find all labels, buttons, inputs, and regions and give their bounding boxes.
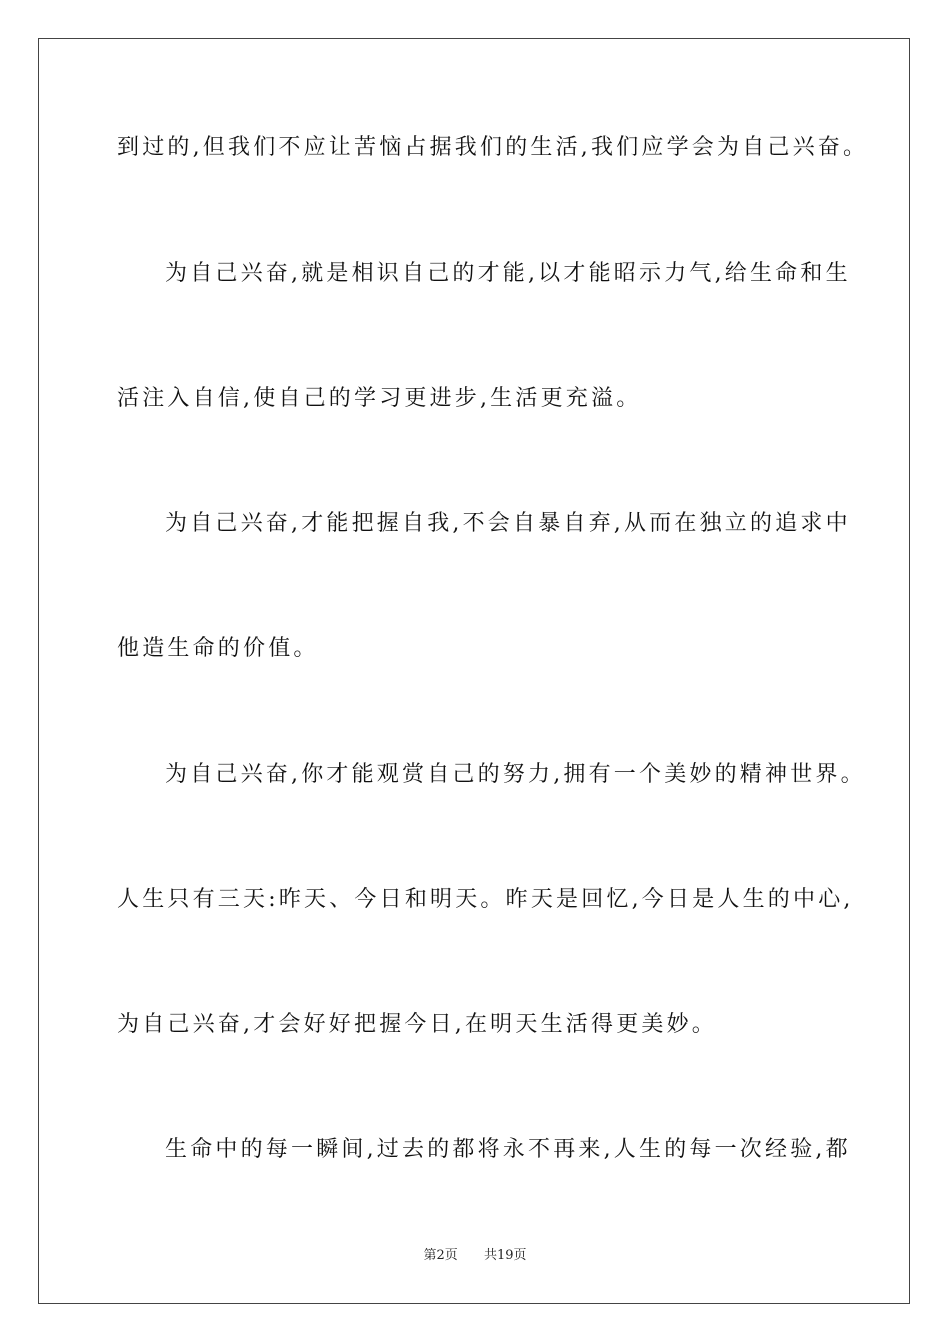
page-border bbox=[38, 38, 910, 1304]
text-line-6: 为自己兴奋,你才能观赏自己的努力,拥有一个美妙的精神世界。 bbox=[165, 762, 866, 787]
text-line-1: 到过的,但我们不应让苦恼占据我们的生活,我们应学会为自己兴奋。 bbox=[117, 135, 869, 160]
page-footer bbox=[0, 1247, 950, 1265]
text-line-9: 生命中的每一瞬间,过去的都将永不再来,人生的每一次经验,都 bbox=[165, 1137, 851, 1162]
text-line-2: 为自己兴奋,就是相识自己的才能,以才能昭示力气,给生命和生 bbox=[165, 261, 851, 286]
page-total: 共19页 bbox=[484, 1248, 527, 1263]
text-line-7: 人生只有三天:昨天、今日和明天。昨天是回忆,今日是人生的中心, bbox=[117, 887, 854, 912]
text-line-8: 为自己兴奋,才会好好把握今日,在明天生活得更美妙。 bbox=[117, 1012, 717, 1037]
text-line-3: 活注入自信,使自己的学习更进步,生活更充溢。 bbox=[117, 386, 642, 411]
text-line-4: 为自己兴奋,才能把握自我,不会自暴自弃,从而在独立的追求中 bbox=[165, 511, 851, 536]
page-number: 第2页 bbox=[423, 1248, 458, 1263]
text-line-5: 他造生命的价值。 bbox=[117, 636, 319, 661]
